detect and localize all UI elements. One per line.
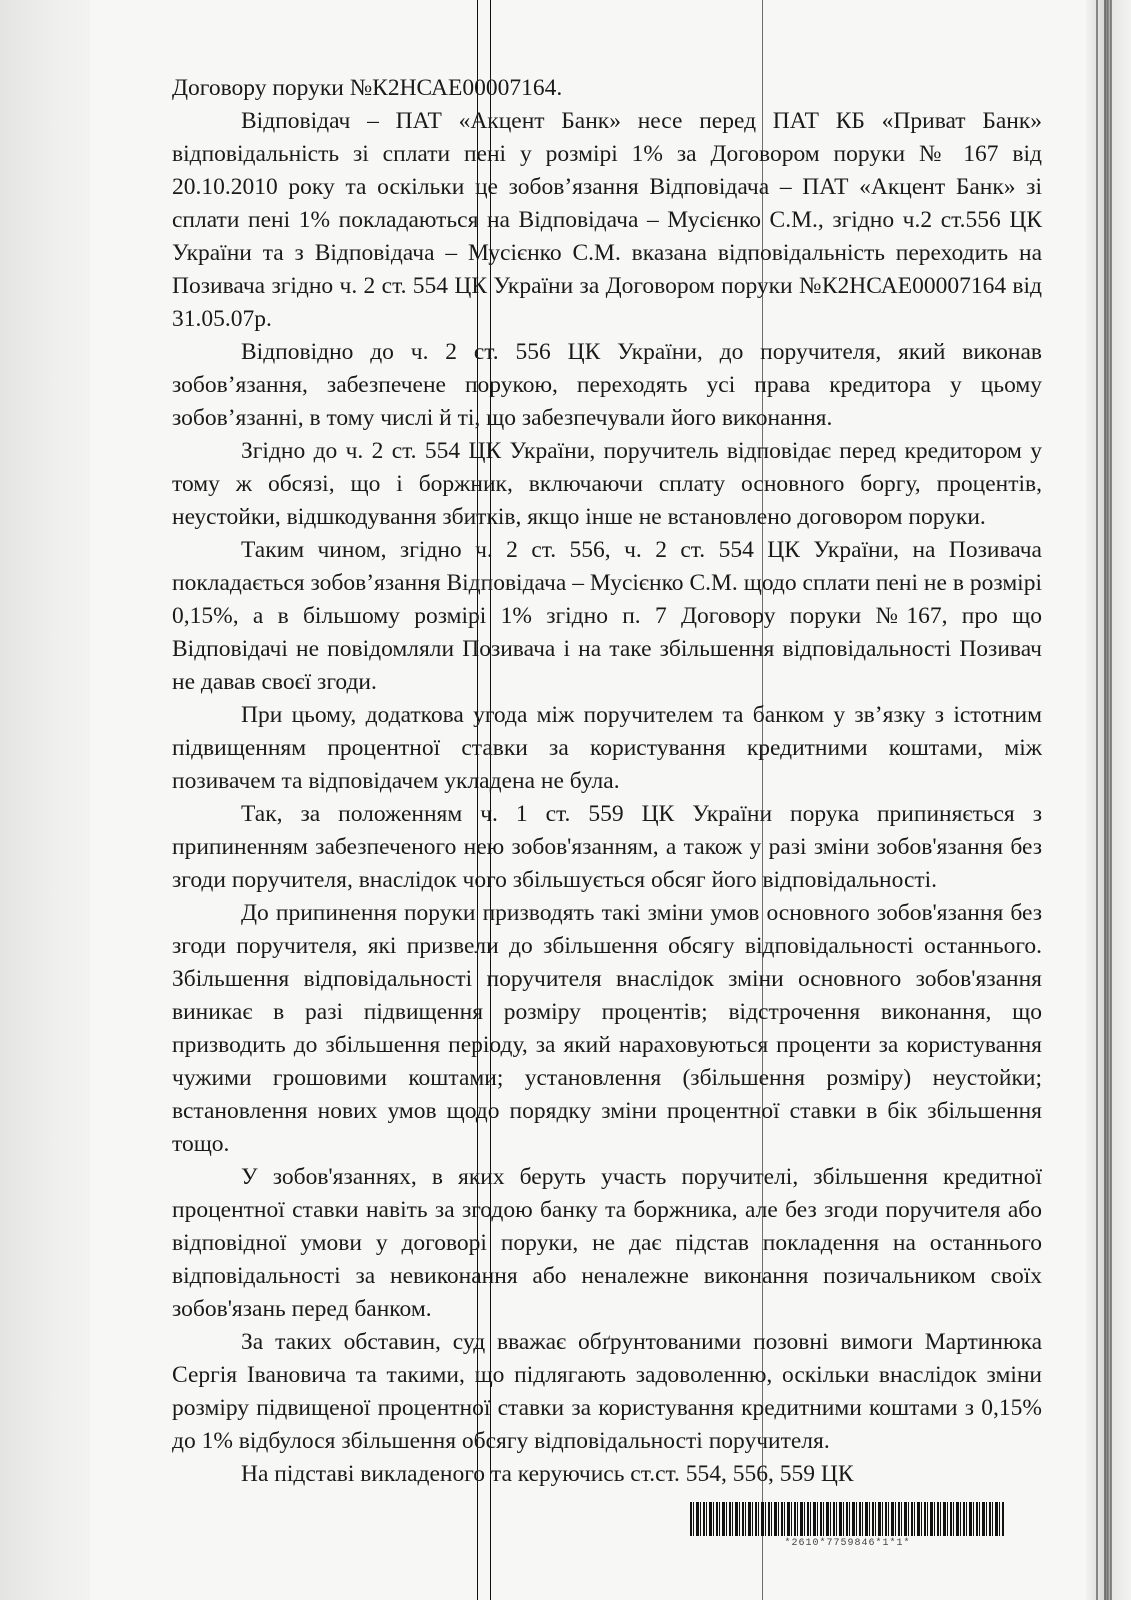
paragraph: При цьому, додаткова угода між поручителем та банком у зв’язку з істотним підвищенням процентної ставки за користування кредитними коштами, між позивачем та відповідачем укладена не була. xyxy=(172,702,1042,794)
paragraph: У зобов'язаннях, в яких беруть участь поручителі, збільшення кредитної процентної ставки навіть за згодою банку та боржника, але без згоди поручителя або відповідної умови у договорі поруки, не дає підстав покладення на останнього відповідальності за невиконання або неналежне виконання позичальником своїх зобов'язань перед банком. xyxy=(172,1164,1042,1322)
paragraph: До припинення поруки призводять такі зміни умов основного зобов'язання без згоди поручителя, які призвели до збільшення обсягу відповідальності останнього. Збільшення відповідальності поручителя внаслідок зміни основного зобов'язання виникає в разі підвищення розміру процентів; відстрочення виконання, що призводить до збільшення періоду, за який нараховуються проценти за користування чужими грошовими коштами; установлення (збільшення розміру) неустойки; встановлення нових умов щодо порядку зміни процентної ставки в бік збільшення тощо. xyxy=(172,900,1042,1157)
scan-right-edge xyxy=(1086,0,1131,1600)
paragraph: Так, за положенням ч. 1 ст. 559 ЦК України порука припиняється з припиненням забезпеченого нею зобов'язанням, а також у разі зміни зобов'язання без згоди поручителя, внаслідок чого збільшується обсяг його відповідальності. xyxy=(172,801,1042,893)
paragraph: Договору поруки №К2НСАЕ00007164. xyxy=(172,75,563,101)
barcode-bars xyxy=(690,1502,1005,1536)
paragraph: Таким чином, згідно ч. 2 ст. 556, ч. 2 ст. 554 ЦК України, на Позивача покладається зобов’язання Відповідача – Мусієнко С.М. щодо сплати пені не в розмірі 0,15%, а в більшому розмірі 1% згідно п. 7 Договору поруки №167, про що Відповідачі не повідомляли Позивача і на таке збільшення відповідальності Позивач не давав своєї згоди. xyxy=(172,537,1042,695)
paragraph: Згідно до ч. 2 ст. 554 ЦК України, поручитель відповідає перед кредитором у тому ж обсязі, що і боржник, включаючи сплату основного боргу, процентів, неустойки, відшкодування збитків, якщо інше не встановлено договором поруки. xyxy=(172,438,1042,530)
barcode xyxy=(690,1502,1005,1550)
paragraph: За таких обставин, суд вважає обґрунтованими позовні вимоги Мартинюка Сергія Івановича та такими, що підлягають задоволенню, оскільки внаслідок зміни розміру підвищеної процентної ставки за користування кредитними коштами з 0,15% до 1% відбулося збільшення обсягу відповідальності поручителя. xyxy=(172,1329,1042,1454)
paragraph: Відповідач – ПАТ «Акцент Банк» несе перед ПАТ КБ «Приват Банк» відповідальність зі сплати пені у розмірі 1% за Договором поруки № 167 від 20.10.2010 року та оскільки це зобов’язання Відповідача – ПАТ «Акцент Банк» зі сплати пені 1% покладаються на Відповідача – Мусієнко С.М., згідно ч.2 ст.556 ЦК України та з Відповідача – Мусієнко С.М. вказана відповідальність переходить на Позивача згідно ч. 2 ст. 554 ЦК України за Договором поруки №К2НСАЕ00007164 від 31.05.07р. xyxy=(172,108,1042,332)
barcode-number: *2610*7759846*1*1* xyxy=(784,1538,911,1549)
paragraph: Відповідно до ч. 2 ст. 556 ЦК України, до поручителя, який виконав зобов’язання, забезпечене порукою, переходять усі права кредитора у цьому зобов’язанні, в тому числі й ті, що забезпечували його виконання. xyxy=(172,339,1042,431)
scan-left-margin xyxy=(0,0,90,1600)
paragraph: На підставі викладеного та керуючись ст.ст. 554, 556, 559 ЦК xyxy=(241,1461,854,1487)
document-body xyxy=(172,72,1042,1491)
